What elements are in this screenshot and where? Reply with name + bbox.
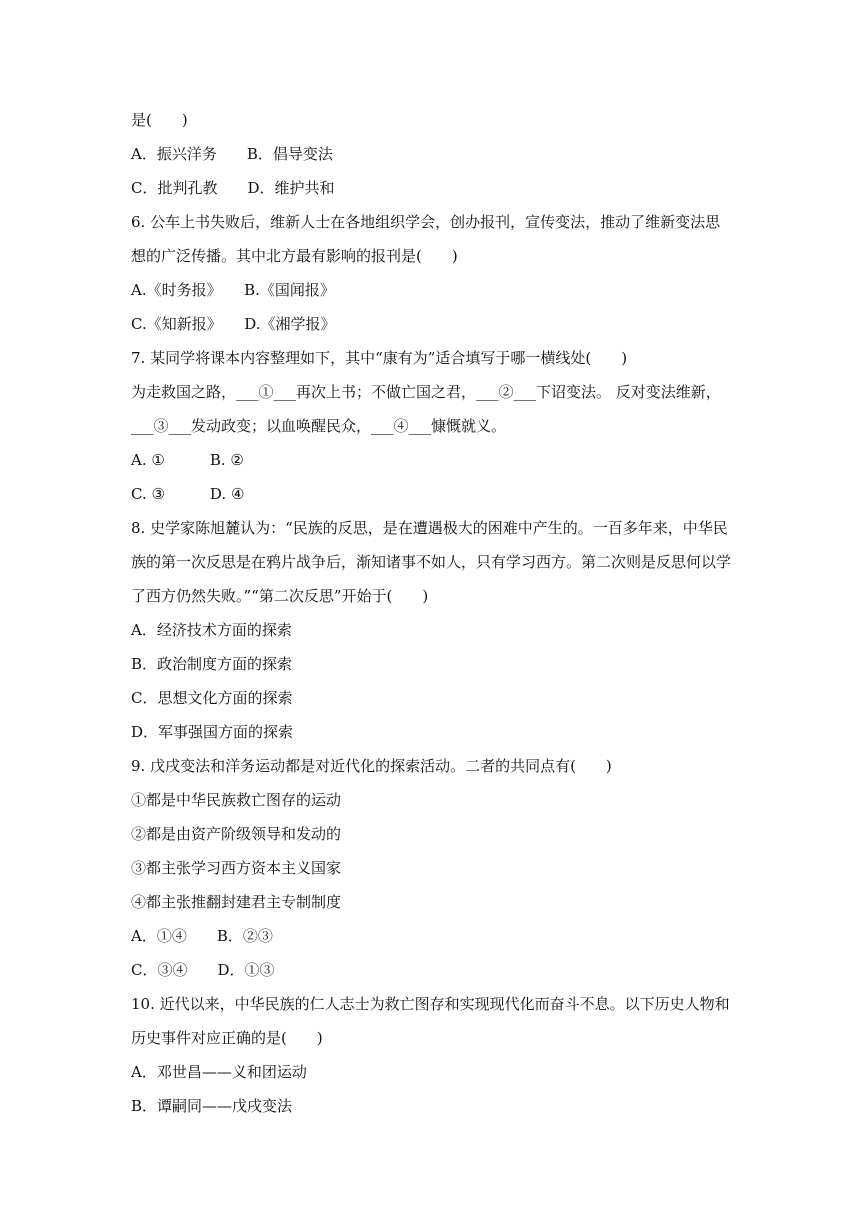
q7-options-ab: A. ① B. ② [131, 451, 244, 469]
q10-stem-line-2: 历史事件对应正确的是( ) [131, 1029, 323, 1047]
q6-options-ab: A.《时务报》 B.《国闻报》 [131, 281, 335, 299]
q6-stem-line-2: 想的广泛传播。其中北方最有影响的报刊是( ) [131, 247, 458, 265]
q9-statement-3: ③都主张学习西方资本主义国家 [131, 859, 342, 877]
q6-stem-line-1: 6. 公车上书失败后，维新人士在各地组织学会，创办报刊，宣传变法，推动了维新变法思 [131, 213, 721, 231]
q10-option-b: B．谭嗣同——戊戌变法 [131, 1097, 293, 1115]
q9-statement-4: ④都主张推翻封建君主专制制度 [131, 893, 342, 911]
document-page [131, 108, 731, 1128]
q9-statement-2: ②都是由资产阶级领导和发动的 [131, 825, 342, 843]
q8-option-b: B．政治制度方面的探索 [131, 655, 293, 673]
q10-stem-line-1: 10. 近代以来，中华民族的仁人志士为救亡图存和实现现代化而奋斗不息。以下历史人物和 [131, 995, 730, 1013]
q5-options-ab: A．振兴洋务 B．倡导变法 [131, 145, 333, 163]
q8-stem-line-3: 了西方仍然失败。”“第二次反思”开始于( ) [131, 587, 429, 605]
q10-option-a: A．邓世昌——义和团运动 [131, 1063, 307, 1081]
q8-stem-line-1: 8. 史学家陈旭麓认为：“民族的反思，是在遭遇极大的困难中产生的。一百多年来，中华民 [131, 519, 728, 537]
q5-stem-end: 是( ) [131, 111, 188, 129]
q5-options-cd: C．批判孔教 D．维护共和 [131, 179, 335, 197]
q7-passage-line-1: 为走救国之路，___①___再次上书；不做亡国之君，___②___下诏变法。 反对变法维新， [131, 383, 721, 401]
q8-option-d: D．军事强国方面的探索 [131, 723, 294, 741]
q8-option-a: A．经济技术方面的探索 [131, 621, 292, 639]
q9-options-ab: A．①④ B．②③ [131, 927, 273, 945]
q9-statement-1: ①都是中华民族救亡图存的运动 [131, 791, 342, 809]
q8-stem-line-2: 族的第一次反思是在鸦片战争后，渐知诸事不如人，只有学习西方。第二次则是反思何以学 [131, 553, 732, 571]
q7-passage-line-2: ___③___发动政变；以血唤醒民众，___④___慷慨就义。 [131, 417, 507, 435]
q9-stem: 9. 戊戌变法和洋务运动都是对近代化的探索活动。二者的共同点有( ) [131, 757, 612, 775]
q6-options-cd: C.《知新报》 D.《湘学报》 [131, 315, 336, 333]
q7-stem: 7. 某同学将课本内容整理如下，其中“康有为”适合填写于哪一横线处( ) [131, 349, 628, 367]
q7-options-cd: C. ③ D. ④ [131, 485, 245, 503]
q9-options-cd: C．③④ D．①③ [131, 961, 275, 979]
q8-option-c: C．思想文化方面的探索 [131, 689, 293, 707]
